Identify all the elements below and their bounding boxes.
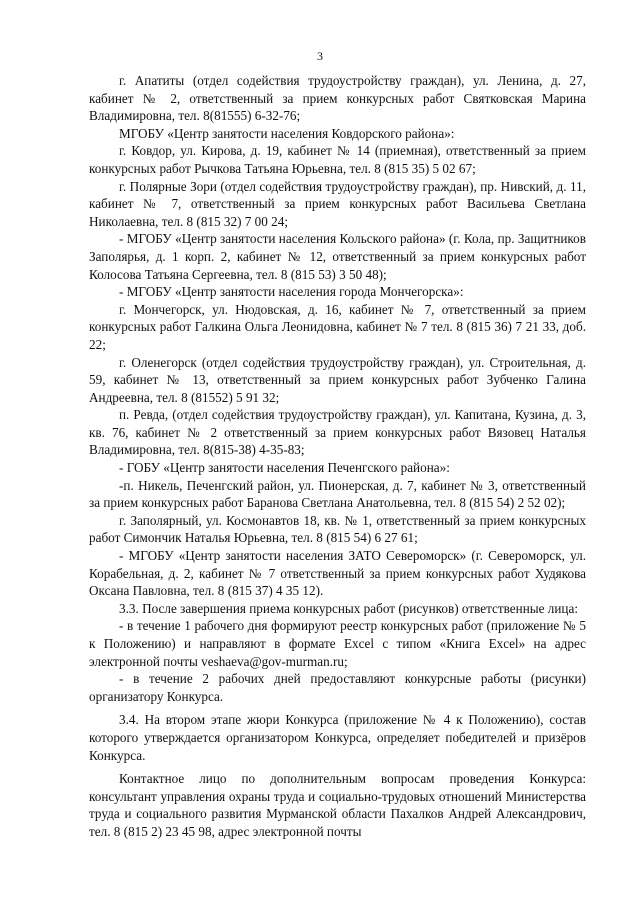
paragraph: МГОБУ «Центр занятости населения Ковдорского района»: <box>119 125 455 141</box>
paragraph: - в течение 1 рабочего дня формируют реестр конкурсных работ (приложение № 5 к Положению) и направляют в формате Excel с типом «Книга Excel» на адрес электронной почты veshaeva@gov-murman.ru; <box>89 618 586 669</box>
paragraph: - ГОБУ «Центр занятости населения Печенгского района»: <box>119 460 450 476</box>
paragraph: г. Мончегорск, ул. Нюдовская, д. 16, кабинет № 7, ответственный за прием конкурсных работ Галкина Ольга Леонидовна, кабинет № 7 тел. 8 (815 36) 7 21 33, доб. 22; <box>89 301 586 352</box>
paragraph: г. Оленегорск (отдел содействия трудоустройству граждан), ул. Строительная, д. 59, кабинет № 13, ответственный за прием конкурсных работ Зубченко Галина Андреевна, тел. 8 (81552) 5 91 32; <box>89 354 586 405</box>
document-body <box>89 72 586 841</box>
paragraph: г. Полярные Зори (отдел содействия трудоустройству граждан), пр. Нивский, д. 11, кабинет № 7, ответственный за прием конкурсных работ Васильева Светлана Николаевна, тел. 8 (815 32) 7 00 24; <box>89 178 586 229</box>
paragraph: г. Ковдор, ул. Кирова, д. 19, кабинет № 14 (приемная), ответственный за прием конкурсных работ Рычкова Татьяна Юрьевна, тел. 8 (815 35) 5 02 67; <box>89 143 586 176</box>
paragraph: Контактное лицо по дополнительным вопросам проведения Конкурса: консультант управления охраны труда и социально-трудовых отношений Министерства труда и социального развития Мурманской области Пахалков Андрей Александрович, тел. 8 (815 2) 23 45 98, адрес электронной почты <box>89 771 586 839</box>
paragraph: г. Апатиты (отдел содействия трудоустройству граждан), ул. Ленина, д. 27, кабинет № 2, ответственный за прием конкурсных работ Святковская Марина Владимировна, тел. 8(81555) 6-32-76; <box>89 73 586 124</box>
paragraph: 3.4. На втором этапе жюри Конкурса (приложение № 4 к Положению), состав которого утверждается организатором Конкурса, определяет победителей и призёров Конкурса. <box>89 712 586 763</box>
paragraph: 3.3. После завершения приема конкурсных работ (рисунков) ответственные лица: <box>119 600 578 616</box>
paragraph: г. Заполярный, ул. Космонавтов 18, кв. № 1, ответственный за прием конкурсных работ Симончик Наталья Юрьевна, тел. 8 (815 54) 6 27 61; <box>89 512 586 546</box>
paragraph: - МГОБУ «Центр занятости населения ЗАТО Североморск» (г. Североморск, ул. Корабельная, д. 2, кабинет № 7 ответственный за прием конкурсных работ Худякова Оксана Павловна, тел. 8 (815 37) 4 35 12). <box>89 548 586 599</box>
paragraph: - МГОБУ «Центр занятости населения Кольского района» (г. Кола, пр. Защитников Заполярья, д. 1 корп. 2, кабинет № 12, ответственный за прием конкурсных работ Колосова Татьяна Сергеевна, тел. 8 (815 53) 3 50 48); <box>89 231 586 282</box>
paragraph: - в течение 2 рабочих дней предоставляют конкурсные работы (рисунки) организатору Конкурса. <box>89 671 586 704</box>
paragraph: - МГОБУ «Центр занятости населения города Мончегорска»: <box>119 284 464 300</box>
paragraph: п. Ревда, (отдел содействия трудоустройству граждан), ул. Капитана, Кузина, д. 3, кв. 76, кабинет № 2 ответственный за прием конкурсных работ Вязовец Наталья Владимировна, тел. 8(815-38) 4-35-83; <box>89 407 586 458</box>
page-number: 3 <box>317 49 323 63</box>
paragraph: -п. Никель, Печенгский район, ул. Пионерская, д. 7, кабинет № 3, ответственный за прием конкурсных работ Баранова Светлана Анатольевна, тел. 8 (815 54) 2 52 02); <box>89 477 586 511</box>
